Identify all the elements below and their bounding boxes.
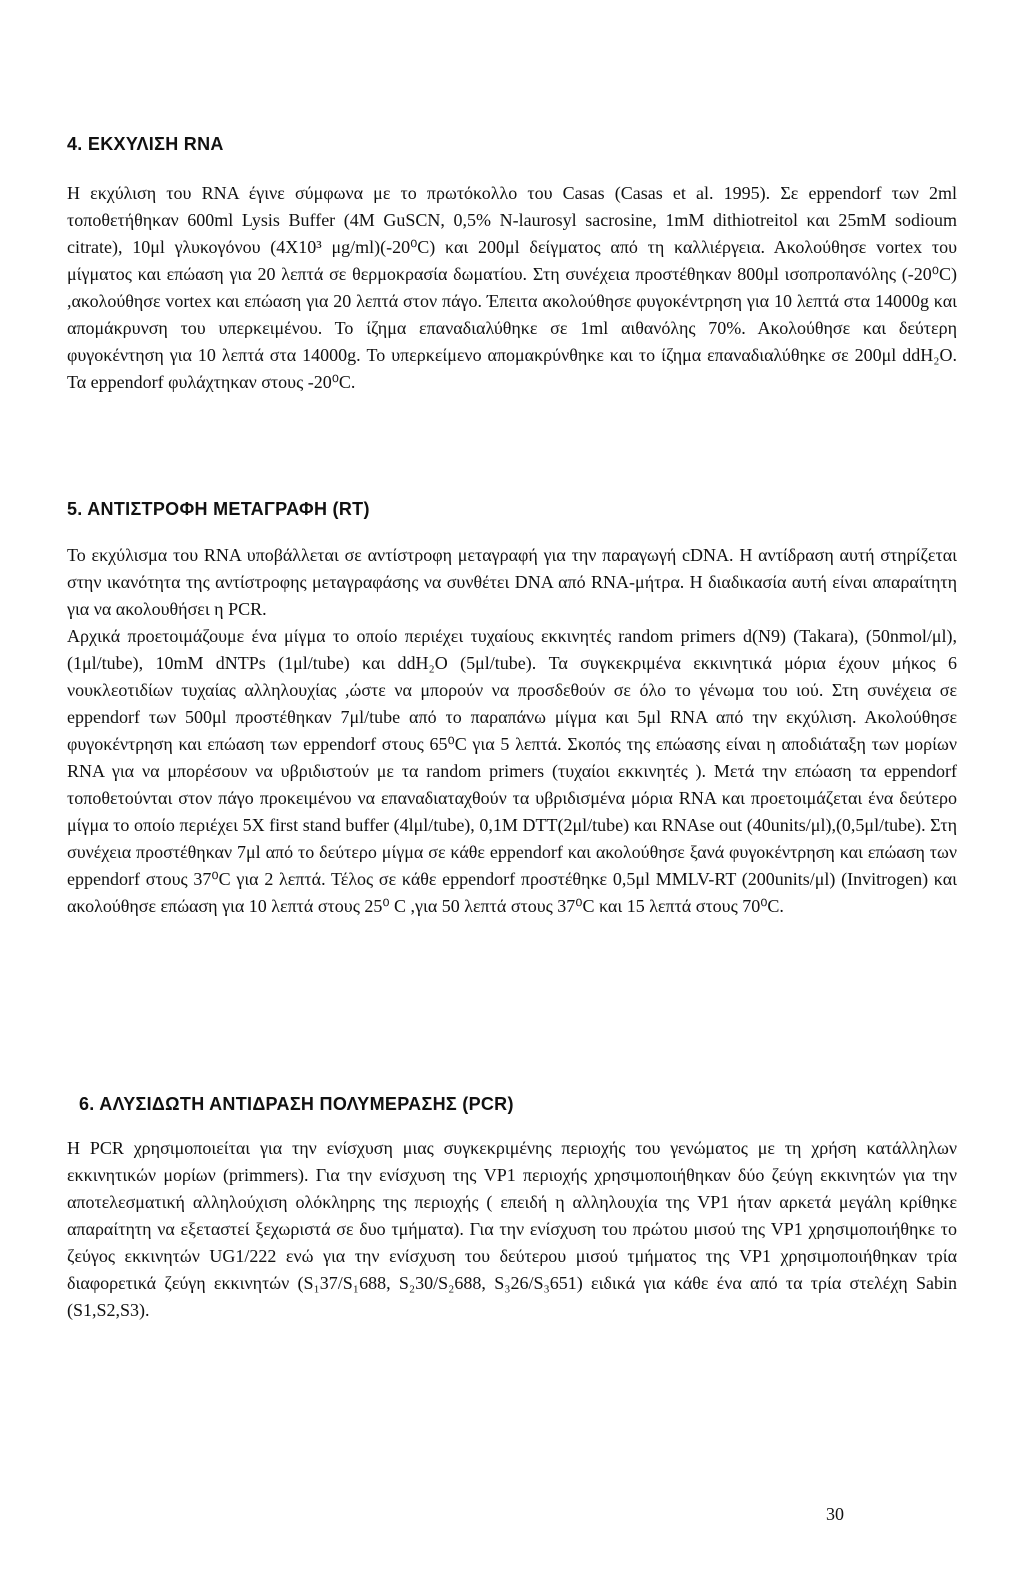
- section-6-heading: 6. ΑΛΥΣΙΔΩΤΗ ΑΝΤΙΔΡΑΣΗ ΠΟΛΥΜΕΡΑΣΗΣ (PCR): [79, 1094, 514, 1114]
- section-4-paragraph: Η εκχύλιση του RNA έγινε σύμφωνα με το πρωτόκολλο του Casas (Casas et al. 1995). Σε eppendorf των 2ml τοποθετήθηκαν 600ml Lysis Buffer (4M GuSCN, 0,5% N-laurosyl sacrosine, 1mM dithiotreitol και 25mM sodioum citrate), 10μl γλυκογόνου (4X10³ μg/ml)(-20⁰C) και 200μl δείγματος από τη καλλιέργεια. Ακολούθησε vortex του μίγματος και επώαση για 20 λεπτά σε θερμοκρασία δωματίου. Στη συνέχεια προστέθηκαν 800μl ισοπροπανόλης (-20⁰C) ,ακολούθησε vortex και επώαση για 20 λεπτά στον πάγο. Έπειτα ακολούθησε φυγοκέντρηση για 10 λεπτά στα 14000g και απομάκρυνση του υπερκειμένου. Το ίζημα επαναδιαλύθηκε σε 1ml αιθανόλης 70%. Ακολούθησε και δεύτερη φυγοκέντηση για 10 λεπτά στα 14000g. Το υπερκείμενο απομακρύνθηκε και το ίζημα επαναδιαλύθηκε σε 200μl ddH₂O. Τα eppendorf φυλάχτηκαν στους -20⁰C.: [67, 183, 957, 392]
- page-number: 30: [826, 1504, 844, 1524]
- section-5-body: [67, 542, 957, 920]
- section-5-paragraph-2: Αρχικά προετοιμάζουμε ένα μίγμα το οποίο περιέχει τυχαίους εκκινητές random primers d(N9) (Takara), (50nmol/μl), (1μl/tube), 10mM dNTPs (1μl/tube) και ddH₂O (5μl/tube). Τα συγκεκριμένα εκκινητικά μόρια έχουν μήκος 6 νουκλεοτιδίων τυχαίας αλληλουχίας ,ώστε να μπορούν να προσδεθούν σε όλο το γένωμα του ιού. Στη συνέχεια σε eppendorf των 500μl προστέθηκαν 7μl/tube από το παραπάνω μίγμα και 5μl RNA από την εκχύλιση. Ακολούθησε φυγοκέντρηση και επώαση των eppendorf στους 65⁰C για 5 λεπτά. Σκοπός της επώασης είναι η αποδιάταξη των μορίων RNA για να μπορέσουν να υβριδιστούν με τα random primers (τυχαίοι εκκινητές ). Μετά την επώαση τα eppendorf τοποθετούνται στον πάγο προκειμένου να επαναδιαταχθούν τα υβριδισμένα μόρια RNA και προετοιμάζεται ένα δεύτερο μίγμα το οποίο περιέχει 5X first stand buffer (4lμl/tube), 0,1M DTT(2μl/tube) και RNAse out (40units/μl),(0,5μl/tube). Στη συνέχεια προστέθηκαν 7μl από το δεύτερο μίγμα σε κάθε eppendorf και ακολούθησε ξανά φυγοκέντρηση και επώαση των eppendorf στους 37⁰C για 2 λεπτά. Τέλος σε κάθε eppendorf προστέθηκε 0,5μl MMLV-RT (200units/μl) (Invitrogen) και ακολούθησε επώαση για 10 λεπτά στους 25⁰ C ,για 50 λεπτά στους 37⁰C και 15 λεπτά στους 70⁰C.: [67, 626, 957, 916]
- section-6-paragraph: Η PCR χρησιμοποιείται για την ενίσχυση μιας συγκεκριμένης περιοχής του γενώματος με τη χρήση κατάλληλων εκκινητικών μορίων (primmers). Για την ενίσχυση της VP1 περιοχής χρησιμοποιήθηκαν δύο ζεύγη εκκινητών για την αποτελεσματική αλληλούχιση ολόκληρης της περιοχής ( επειδή η αλληλουχία της VP1 ήταν αρκετά μεγάλη κρίθηκε απαραίτητη να εξεταστεί ξεχωριστά σε δυο τμήματα). Για την ενίσχυση του πρώτου μισού της VP1 χρησιμοποιήθηκε το ζεύγος εκκινητών UG1/222 ενώ για την ενίσχυση του δεύτερου μισού τμήματος της VP1 χρησιμοποιήθηκαν τρία διαφορετικά ζεύγη εκκινητών (S₁37/S₁688, S₂30/S₂688, S₃26/S₃651) ειδικά για κάθε ένα από τα τρία στελέχη Sabin (S1,S2,S3).: [67, 1138, 957, 1320]
- section-5-heading: 5. ΑΝΤΙΣΤΡΟΦΗ ΜΕΤΑΓΡΑΦΗ (RT): [67, 499, 370, 519]
- section-5-paragraph-1: Το εκχύλισμα του RNA υποβάλλεται σε αντίστροφη μεταγραφή για την παραγωγή cDNA. Η αντίδραση αυτή στηρίζεται στην ικανότητα της αντίστροφης μεταγραφάσης να συνθέτει DNA από RNA-μήτρα. Η διαδικασία αυτή είναι απαραίτητη για να ακολουθήσει η PCR.: [67, 545, 957, 619]
- section-4-heading: 4. ΕΚΧΥΛΙΣΗ RNA: [67, 134, 224, 154]
